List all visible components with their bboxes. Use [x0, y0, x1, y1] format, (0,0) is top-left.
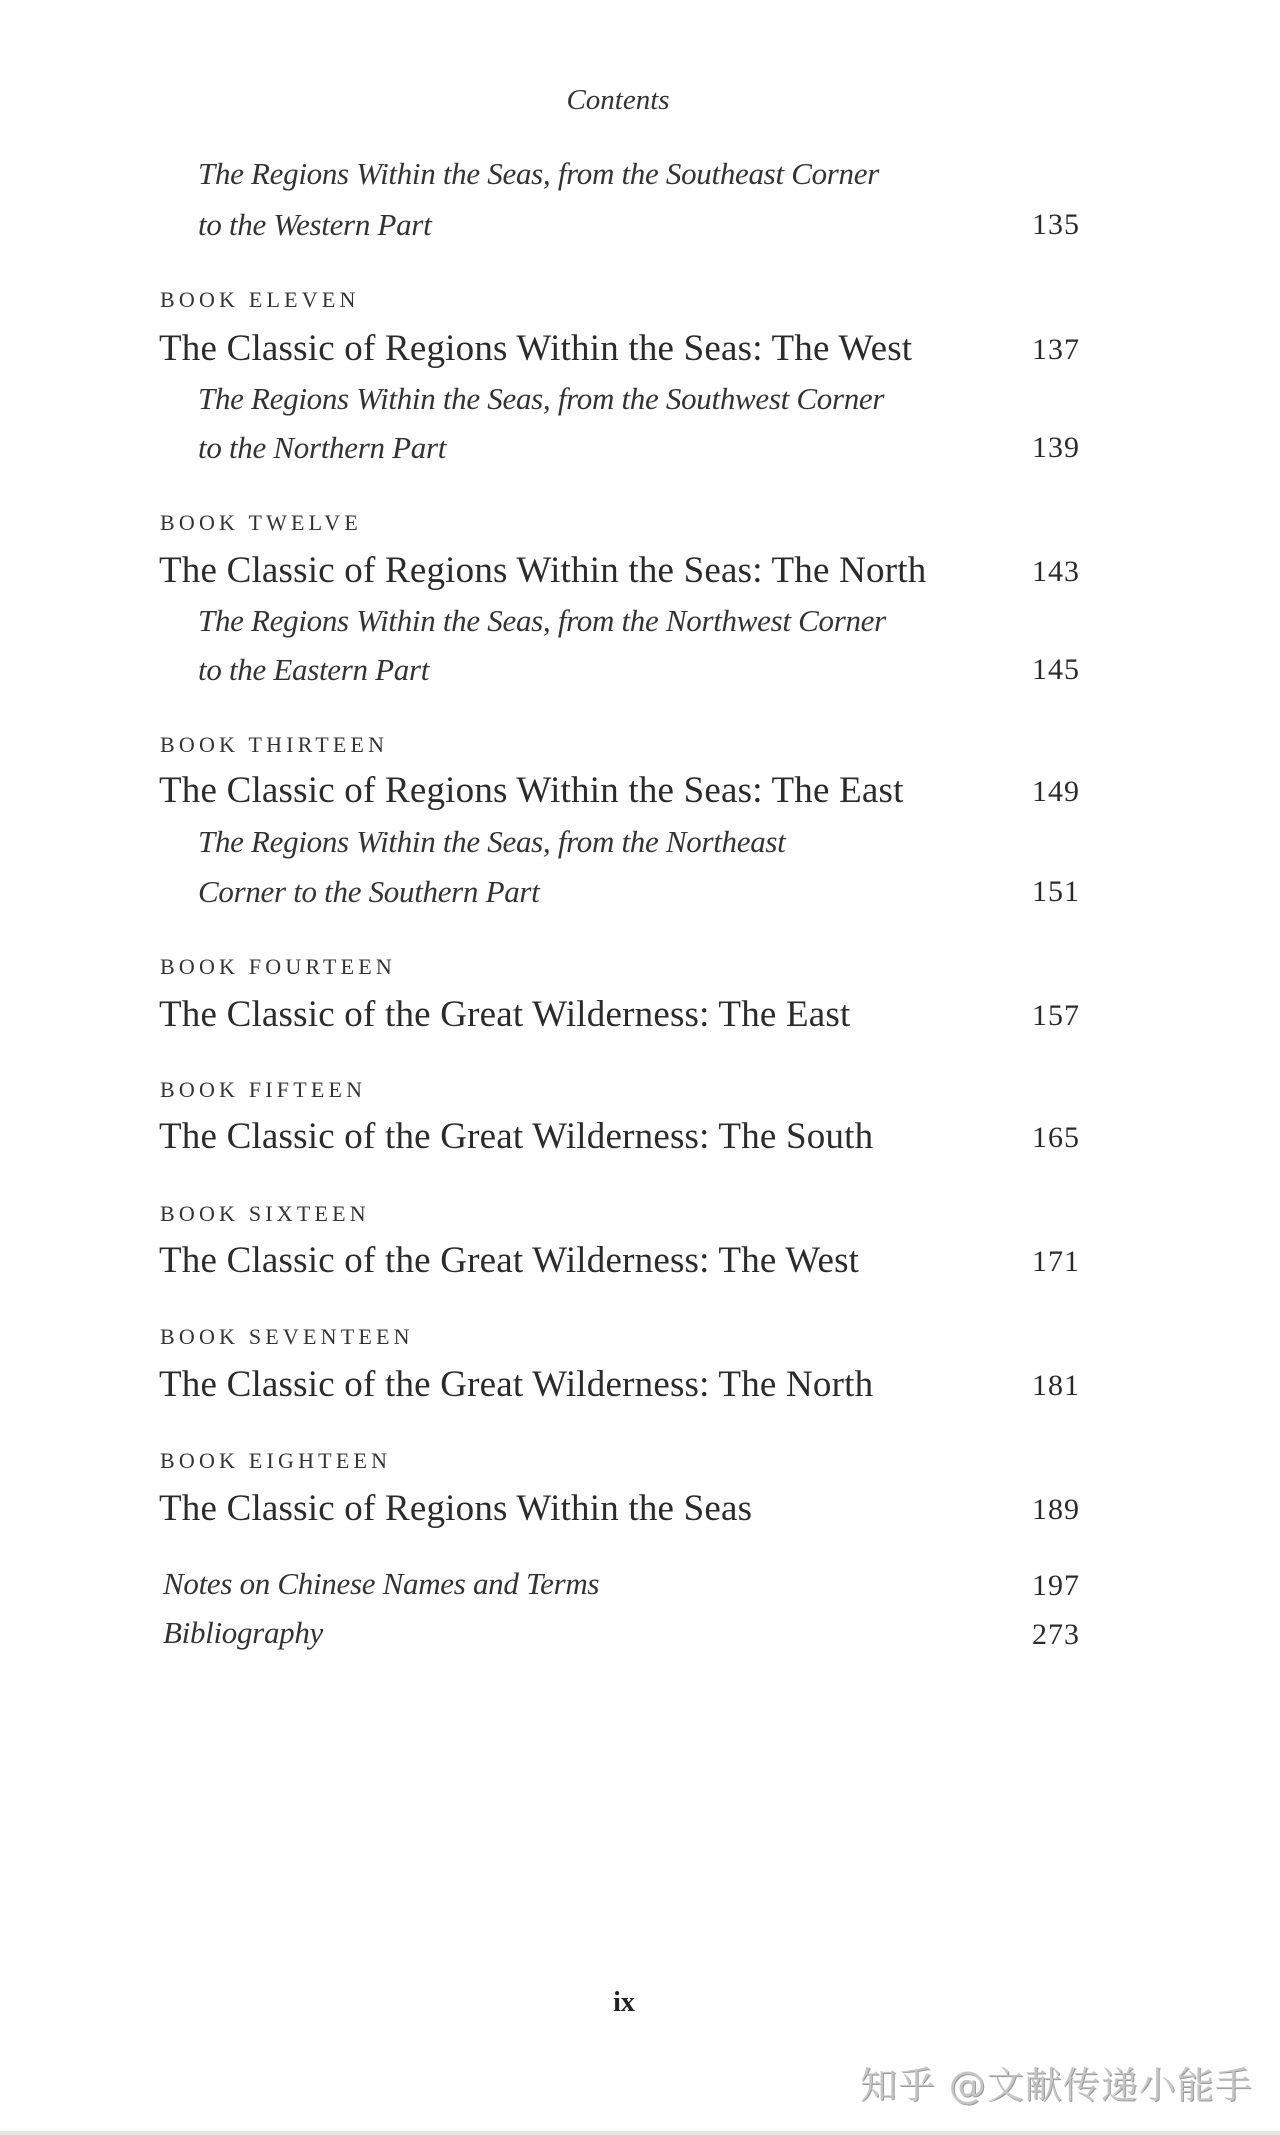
page-number: 151 [1032, 875, 1080, 908]
chapter-title: The Classic of the Great Wilderness: The East [159, 994, 851, 1035]
entry-line: The Regions Within the Seas, from the Northeast [198, 824, 786, 859]
entry-line: The Regions Within the Seas, from the Southwest Corner [198, 381, 885, 416]
entry-line: The Regions Within the Seas, from the Northwest Corner [198, 603, 886, 638]
back-matter-title: Notes on Chinese Names and Terms [163, 1566, 600, 1601]
page-number: 135 [1032, 208, 1080, 241]
page-number: 157 [1032, 999, 1080, 1032]
bottom-border [0, 2131, 1280, 2135]
book-label: BOOK SIXTEEN [160, 1201, 370, 1226]
watermark: 知乎 @文献传递小能手 [860, 2064, 1253, 2107]
chapter-title: The Classic of the Great Wilderness: The North [159, 1364, 874, 1405]
book-label: BOOK EIGHTEEN [160, 1448, 392, 1473]
running-header: Contents [566, 84, 670, 116]
back-matter-title: Bibliography [163, 1615, 323, 1650]
chapter-title: The Classic of Regions Within the Seas: The West [159, 328, 913, 369]
page-number: 189 [1032, 1493, 1080, 1526]
page-number: 139 [1032, 431, 1080, 464]
book-label: BOOK TWELVE [160, 510, 363, 535]
chapter-title: The Classic of Regions Within the Seas [159, 1488, 753, 1529]
page-number: 149 [1032, 775, 1080, 808]
book-label: BOOK FIFTEEN [160, 1077, 367, 1102]
book-label: BOOK THIRTEEN [160, 732, 389, 757]
chapter-title: The Classic of Regions Within the Seas: The North [159, 550, 927, 591]
page-number: 197 [1032, 1569, 1080, 1602]
book-label: BOOK ELEVEN [160, 287, 360, 312]
chapter-title: The Classic of Regions Within the Seas: The East [159, 770, 904, 811]
chapter-title: The Classic of the Great Wilderness: The South [159, 1116, 874, 1157]
entry-line: to the Western Part [198, 207, 432, 242]
page-number: 165 [1032, 1121, 1080, 1154]
page-number: 145 [1032, 653, 1080, 686]
page-number: 171 [1032, 1245, 1080, 1278]
book-label: BOOK FOURTEEN [160, 954, 397, 979]
page-number: 273 [1032, 1618, 1080, 1651]
page-number: 137 [1032, 333, 1080, 366]
page-number: 181 [1032, 1369, 1080, 1402]
chapter-title: The Classic of the Great Wilderness: The West [159, 1240, 860, 1281]
entry-line: to the Eastern Part [198, 652, 430, 687]
entry-line: to the Northern Part [198, 430, 447, 465]
entry-line: The Regions Within the Seas, from the Southeast Corner [198, 156, 879, 191]
entry-line: Corner to the Southern Part [198, 874, 540, 909]
folio-page-number: ix [613, 1987, 635, 2018]
page-number: 143 [1032, 555, 1080, 588]
book-label: BOOK SEVENTEEN [160, 1324, 414, 1349]
